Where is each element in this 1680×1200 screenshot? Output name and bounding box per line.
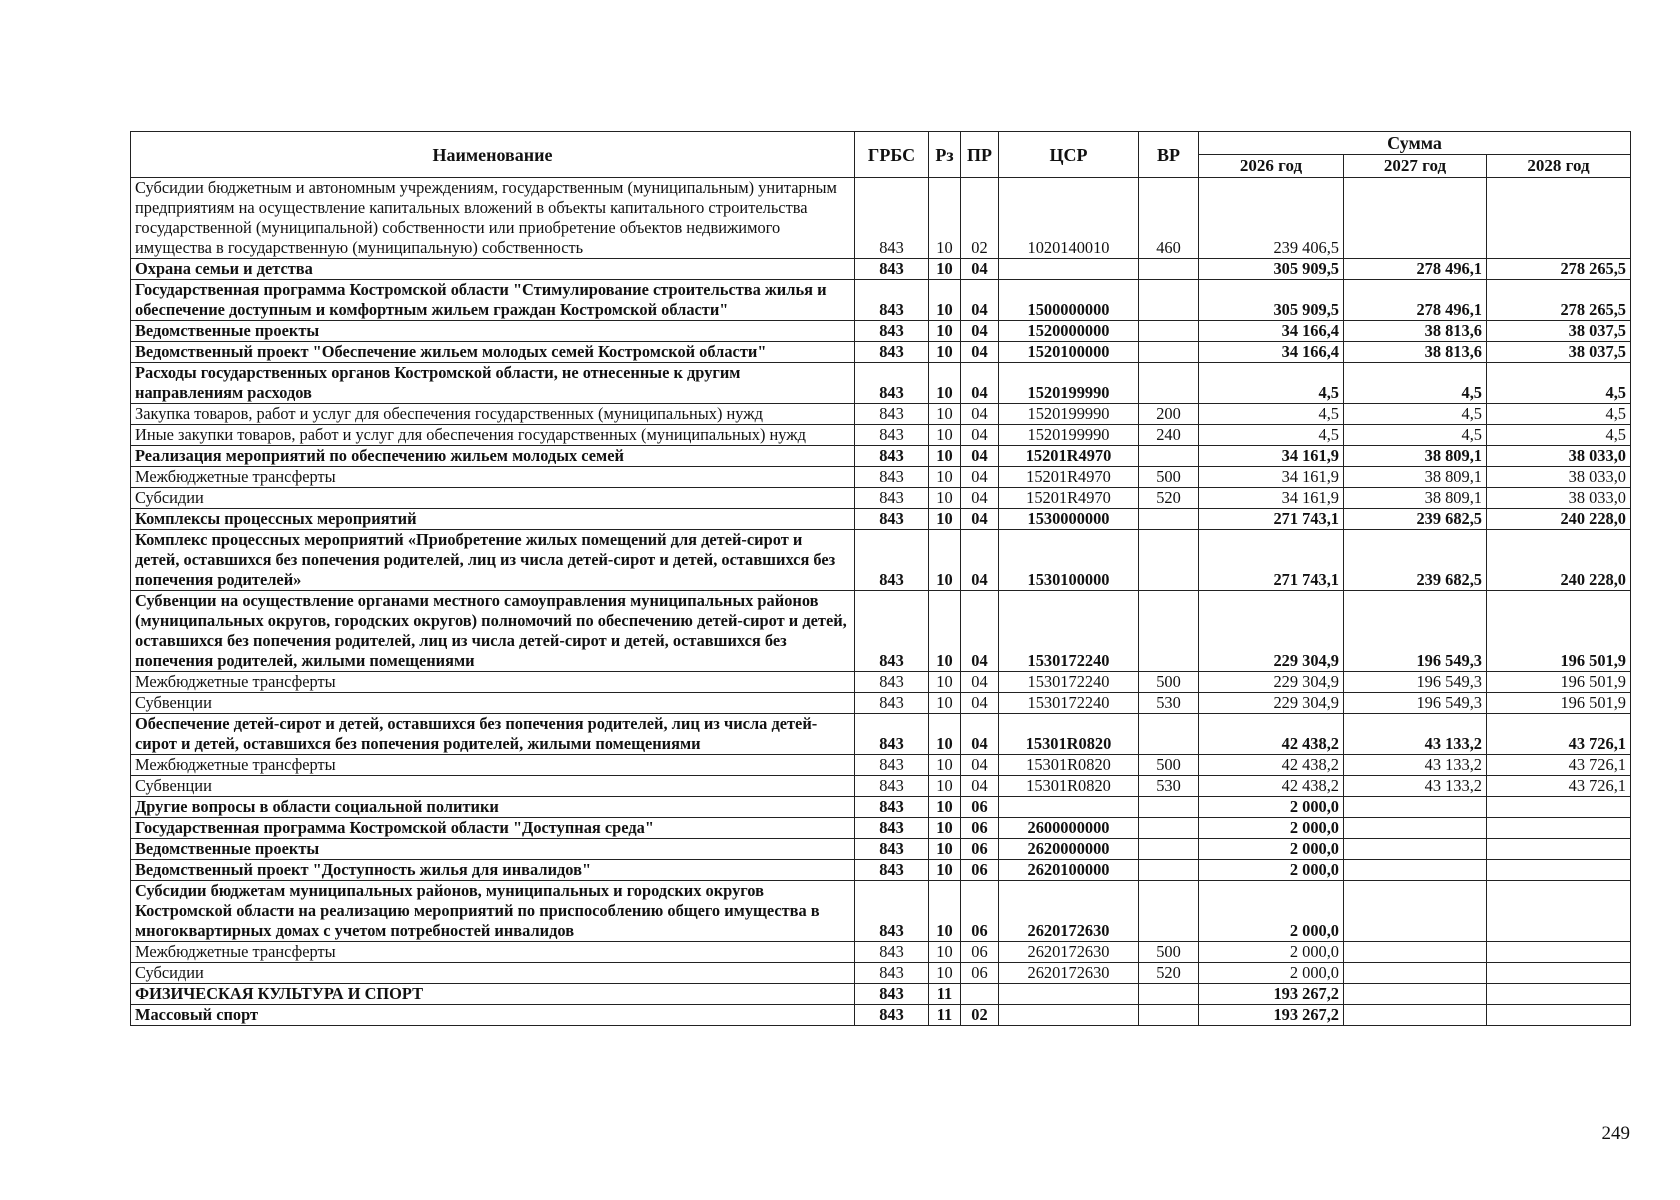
cell-csr: 15301R0820 — [999, 755, 1139, 776]
cell-rz: 10 — [929, 963, 961, 984]
cell-csr: 15301R0820 — [999, 776, 1139, 797]
cell-grbs: 843 — [855, 259, 929, 280]
cell-csr: 15301R0820 — [999, 714, 1139, 755]
cell-csr: 1520199990 — [999, 404, 1139, 425]
cell-pr: 04 — [961, 321, 999, 342]
cell-sum-2027 — [1344, 797, 1487, 818]
cell-rz: 10 — [929, 342, 961, 363]
table-row — [131, 963, 1631, 984]
cell-rz: 10 — [929, 714, 961, 755]
cell-sum-2028 — [1487, 860, 1631, 881]
cell-sum-2028 — [1487, 942, 1631, 963]
table-row — [131, 425, 1631, 446]
cell-grbs: 843 — [855, 860, 929, 881]
cell-sum-2026: 193 267,2 — [1199, 1005, 1344, 1026]
cell-name: Субсидии — [131, 963, 855, 984]
cell-sum-2028 — [1487, 963, 1631, 984]
cell-sum-2027 — [1344, 942, 1487, 963]
cell-rz: 10 — [929, 488, 961, 509]
cell-pr: 04 — [961, 280, 999, 321]
cell-vr: 500 — [1139, 755, 1199, 776]
cell-vr — [1139, 818, 1199, 839]
cell-rz: 10 — [929, 797, 961, 818]
cell-csr: 15201R4970 — [999, 467, 1139, 488]
table-row — [131, 509, 1631, 530]
cell-csr: 1530172240 — [999, 672, 1139, 693]
cell-grbs: 843 — [855, 672, 929, 693]
cell-rz: 10 — [929, 509, 961, 530]
cell-sum-2027 — [1344, 178, 1487, 259]
cell-vr — [1139, 591, 1199, 672]
table-row — [131, 714, 1631, 755]
cell-grbs: 843 — [855, 530, 929, 591]
cell-csr: 2620000000 — [999, 839, 1139, 860]
cell-grbs: 843 — [855, 363, 929, 404]
table-row — [131, 591, 1631, 672]
cell-sum-2028 — [1487, 984, 1631, 1005]
cell-grbs: 843 — [855, 591, 929, 672]
cell-sum-2027: 43 133,2 — [1344, 776, 1487, 797]
cell-sum-2028: 38 033,0 — [1487, 467, 1631, 488]
cell-csr: 1530172240 — [999, 591, 1139, 672]
cell-name: Ведомственные проекты — [131, 321, 855, 342]
cell-sum-2027: 239 682,5 — [1344, 509, 1487, 530]
cell-rz: 10 — [929, 280, 961, 321]
cell-sum-2027: 38 809,1 — [1344, 446, 1487, 467]
cell-sum-2026: 34 161,9 — [1199, 446, 1344, 467]
cell-pr: 04 — [961, 714, 999, 755]
cell-vr — [1139, 1005, 1199, 1026]
cell-sum-2028: 38 037,5 — [1487, 342, 1631, 363]
cell-grbs: 843 — [855, 714, 929, 755]
cell-csr: 2600000000 — [999, 818, 1139, 839]
cell-sum-2028: 196 501,9 — [1487, 693, 1631, 714]
cell-sum-2026: 42 438,2 — [1199, 714, 1344, 755]
cell-sum-2028: 240 228,0 — [1487, 509, 1631, 530]
cell-name: Межбюджетные трансферты — [131, 942, 855, 963]
cell-vr: 530 — [1139, 693, 1199, 714]
cell-rz: 10 — [929, 818, 961, 839]
table-row — [131, 280, 1631, 321]
cell-sum-2028: 43 726,1 — [1487, 776, 1631, 797]
cell-sum-2027: 4,5 — [1344, 404, 1487, 425]
cell-rz: 11 — [929, 1005, 961, 1026]
cell-vr — [1139, 860, 1199, 881]
cell-pr: 04 — [961, 404, 999, 425]
table-row — [131, 942, 1631, 963]
cell-csr: 1520199990 — [999, 363, 1139, 404]
cell-name: Государственная программа Костромской области "Доступная среда" — [131, 818, 855, 839]
cell-name: Субвенции — [131, 693, 855, 714]
cell-grbs: 843 — [855, 178, 929, 259]
cell-sum-2028: 43 726,1 — [1487, 755, 1631, 776]
cell-sum-2027 — [1344, 839, 1487, 860]
header-grbs: ГРБС — [855, 132, 929, 178]
cell-sum-2026: 2 000,0 — [1199, 860, 1344, 881]
budget-sheet — [130, 131, 1630, 1026]
cell-vr — [1139, 321, 1199, 342]
cell-sum-2027: 38 809,1 — [1344, 488, 1487, 509]
table-row — [131, 321, 1631, 342]
cell-csr: 1020140010 — [999, 178, 1139, 259]
cell-csr: 1520199990 — [999, 425, 1139, 446]
header-rz: Рз — [929, 132, 961, 178]
cell-csr — [999, 1005, 1139, 1026]
table-row — [131, 467, 1631, 488]
cell-sum-2027 — [1344, 984, 1487, 1005]
cell-sum-2027: 4,5 — [1344, 425, 1487, 446]
cell-vr — [1139, 446, 1199, 467]
cell-sum-2027 — [1344, 818, 1487, 839]
cell-grbs: 843 — [855, 693, 929, 714]
cell-csr: 1500000000 — [999, 280, 1139, 321]
cell-csr — [999, 797, 1139, 818]
cell-name: Ведомственный проект "Доступность жилья для инвалидов" — [131, 860, 855, 881]
cell-sum-2028 — [1487, 839, 1631, 860]
cell-name: Массовый спорт — [131, 1005, 855, 1026]
cell-name: Реализация мероприятий по обеспечению жильем молодых семей — [131, 446, 855, 467]
cell-pr: 04 — [961, 530, 999, 591]
cell-rz: 10 — [929, 178, 961, 259]
cell-sum-2026: 193 267,2 — [1199, 984, 1344, 1005]
cell-sum-2028: 4,5 — [1487, 404, 1631, 425]
cell-vr — [1139, 259, 1199, 280]
cell-csr: 1520100000 — [999, 342, 1139, 363]
cell-pr: 06 — [961, 818, 999, 839]
cell-vr — [1139, 714, 1199, 755]
cell-grbs: 843 — [855, 881, 929, 942]
cell-rz: 10 — [929, 321, 961, 342]
cell-sum-2026: 2 000,0 — [1199, 881, 1344, 942]
cell-vr — [1139, 984, 1199, 1005]
cell-name: Субвенции — [131, 776, 855, 797]
cell-rz: 10 — [929, 259, 961, 280]
cell-sum-2028 — [1487, 1005, 1631, 1026]
cell-rz: 10 — [929, 942, 961, 963]
cell-csr: 1530000000 — [999, 509, 1139, 530]
cell-sum-2027: 43 133,2 — [1344, 714, 1487, 755]
cell-sum-2027: 196 549,3 — [1344, 672, 1487, 693]
cell-sum-2026: 2 000,0 — [1199, 942, 1344, 963]
cell-pr: 06 — [961, 942, 999, 963]
cell-sum-2028 — [1487, 818, 1631, 839]
cell-sum-2028 — [1487, 178, 1631, 259]
cell-rz: 10 — [929, 363, 961, 404]
cell-sum-2026: 34 161,9 — [1199, 488, 1344, 509]
cell-name: Комплексы процессных мероприятий — [131, 509, 855, 530]
cell-sum-2026: 34 161,9 — [1199, 467, 1344, 488]
cell-sum-2026: 229 304,9 — [1199, 672, 1344, 693]
table-row — [131, 446, 1631, 467]
table-row — [131, 818, 1631, 839]
cell-pr: 04 — [961, 672, 999, 693]
cell-sum-2026: 2 000,0 — [1199, 839, 1344, 860]
cell-name: Межбюджетные трансферты — [131, 755, 855, 776]
cell-vr: 240 — [1139, 425, 1199, 446]
cell-rz: 10 — [929, 881, 961, 942]
cell-sum-2027 — [1344, 860, 1487, 881]
cell-sum-2028: 196 501,9 — [1487, 591, 1631, 672]
cell-name: Иные закупки товаров, работ и услуг для обеспечения государственных (муниципальных) нужд — [131, 425, 855, 446]
cell-name: Расходы государственных органов Костромской области, не отнесенные к другим направлениям расходов — [131, 363, 855, 404]
cell-name: Комплекс процессных мероприятий «Приобретение жилых помещений для детей-сирот и детей, оставшихся без попечения родителей, лиц из числа детей-сирот и детей, оставшихся без попечения родителей» — [131, 530, 855, 591]
table-row — [131, 178, 1631, 259]
cell-pr: 06 — [961, 860, 999, 881]
cell-csr: 1530172240 — [999, 693, 1139, 714]
header-csr: ЦСР — [999, 132, 1139, 178]
cell-grbs: 843 — [855, 488, 929, 509]
cell-sum-2026: 239 406,5 — [1199, 178, 1344, 259]
cell-vr: 500 — [1139, 672, 1199, 693]
cell-rz: 10 — [929, 860, 961, 881]
cell-rz: 10 — [929, 776, 961, 797]
cell-vr: 530 — [1139, 776, 1199, 797]
cell-sum-2028 — [1487, 881, 1631, 942]
cell-sum-2028: 278 265,5 — [1487, 259, 1631, 280]
cell-sum-2028: 240 228,0 — [1487, 530, 1631, 591]
header-name: Наименование — [131, 132, 855, 178]
header-year-2026: 2026 год — [1199, 155, 1344, 178]
cell-name: Межбюджетные трансферты — [131, 467, 855, 488]
cell-pr: 04 — [961, 363, 999, 404]
table-row — [131, 342, 1631, 363]
cell-sum-2028: 196 501,9 — [1487, 672, 1631, 693]
cell-pr: 02 — [961, 178, 999, 259]
cell-vr: 500 — [1139, 467, 1199, 488]
cell-pr: 04 — [961, 488, 999, 509]
header-year-2028: 2028 год — [1487, 155, 1631, 178]
page-number: 249 — [1601, 1123, 1630, 1144]
cell-name: Другие вопросы в области социальной политики — [131, 797, 855, 818]
cell-grbs: 843 — [855, 963, 929, 984]
cell-pr: 04 — [961, 259, 999, 280]
cell-vr: 200 — [1139, 404, 1199, 425]
cell-sum-2026: 2 000,0 — [1199, 963, 1344, 984]
cell-sum-2026: 4,5 — [1199, 363, 1344, 404]
cell-grbs: 843 — [855, 942, 929, 963]
header-pr: ПР — [961, 132, 999, 178]
cell-sum-2027: 239 682,5 — [1344, 530, 1487, 591]
cell-sum-2028: 38 033,0 — [1487, 488, 1631, 509]
cell-name: Ведомственный проект "Обеспечение жильем молодых семей Костромской области" — [131, 342, 855, 363]
cell-name: Охрана семьи и детства — [131, 259, 855, 280]
cell-pr: 06 — [961, 797, 999, 818]
cell-pr: 04 — [961, 509, 999, 530]
cell-vr: 520 — [1139, 488, 1199, 509]
header-row-top — [131, 132, 1631, 155]
cell-sum-2026: 305 909,5 — [1199, 280, 1344, 321]
cell-rz: 10 — [929, 672, 961, 693]
table-body — [131, 178, 1631, 1026]
cell-sum-2028: 43 726,1 — [1487, 714, 1631, 755]
table-row — [131, 797, 1631, 818]
cell-grbs: 843 — [855, 342, 929, 363]
table-row — [131, 860, 1631, 881]
cell-sum-2026: 271 743,1 — [1199, 509, 1344, 530]
cell-sum-2028: 38 033,0 — [1487, 446, 1631, 467]
cell-sum-2026: 229 304,9 — [1199, 693, 1344, 714]
cell-sum-2027: 43 133,2 — [1344, 755, 1487, 776]
cell-vr — [1139, 839, 1199, 860]
table-row — [131, 881, 1631, 942]
table-row — [131, 755, 1631, 776]
cell-sum-2028: 278 265,5 — [1487, 280, 1631, 321]
cell-sum-2028 — [1487, 797, 1631, 818]
table-row — [131, 530, 1631, 591]
cell-grbs: 843 — [855, 984, 929, 1005]
cell-pr: 04 — [961, 776, 999, 797]
cell-pr: 06 — [961, 881, 999, 942]
cell-csr: 2620100000 — [999, 860, 1139, 881]
cell-vr — [1139, 881, 1199, 942]
cell-name: Субсидии бюджетным и автономным учреждениям, государственным (муниципальным) унитарным предприятиям на осуществление капитальных вложений в объекты капитального строительства государственной (муниципальной) собственности или приобретение объектов недвижимого имущества в государственную (муниципальную) собственность — [131, 178, 855, 259]
cell-sum-2026: 2 000,0 — [1199, 797, 1344, 818]
cell-rz: 10 — [929, 467, 961, 488]
cell-pr: 04 — [961, 425, 999, 446]
cell-grbs: 843 — [855, 446, 929, 467]
cell-rz: 11 — [929, 984, 961, 1005]
cell-rz: 10 — [929, 755, 961, 776]
cell-sum-2028: 38 037,5 — [1487, 321, 1631, 342]
cell-csr: 1530100000 — [999, 530, 1139, 591]
cell-rz: 10 — [929, 530, 961, 591]
cell-vr: 460 — [1139, 178, 1199, 259]
cell-name: Субвенции на осуществление органами местного самоуправления муниципальных районов (муниципальных округов, городских округов) полномочий по обеспечению детей-сирот и детей, оставшихся без попечения родителей, лиц из числа детей-сирот и детей, оставшихся без попечения родителей, жилыми помещениями — [131, 591, 855, 672]
cell-csr — [999, 259, 1139, 280]
cell-grbs: 843 — [855, 818, 929, 839]
cell-grbs: 843 — [855, 321, 929, 342]
cell-rz: 10 — [929, 404, 961, 425]
budget-table — [130, 131, 1631, 1026]
cell-rz: 10 — [929, 839, 961, 860]
cell-pr: 04 — [961, 693, 999, 714]
cell-rz: 10 — [929, 425, 961, 446]
cell-grbs: 843 — [855, 776, 929, 797]
table-row — [131, 776, 1631, 797]
cell-grbs: 843 — [855, 755, 929, 776]
cell-csr: 2620172630 — [999, 881, 1139, 942]
cell-name: Закупка товаров, работ и услуг для обеспечения государственных (муниципальных) нужд — [131, 404, 855, 425]
cell-pr: 04 — [961, 755, 999, 776]
table-row — [131, 984, 1631, 1005]
cell-sum-2027: 38 813,6 — [1344, 321, 1487, 342]
cell-sum-2027: 278 496,1 — [1344, 280, 1487, 321]
cell-sum-2026: 229 304,9 — [1199, 591, 1344, 672]
cell-sum-2028: 4,5 — [1487, 425, 1631, 446]
cell-sum-2027: 38 813,6 — [1344, 342, 1487, 363]
cell-vr — [1139, 280, 1199, 321]
cell-vr — [1139, 530, 1199, 591]
cell-sum-2027: 196 549,3 — [1344, 591, 1487, 672]
cell-sum-2027: 278 496,1 — [1344, 259, 1487, 280]
cell-grbs: 843 — [855, 797, 929, 818]
cell-grbs: 843 — [855, 425, 929, 446]
header-vr: ВР — [1139, 132, 1199, 178]
cell-name: Обеспечение детей-сирот и детей, оставшихся без попечения родителей, лиц из числа детей-сирот и детей, оставшихся без попечения родителей, жилыми помещениями — [131, 714, 855, 755]
cell-pr: 06 — [961, 963, 999, 984]
table-row — [131, 1005, 1631, 1026]
cell-pr: 04 — [961, 342, 999, 363]
cell-sum-2026: 42 438,2 — [1199, 776, 1344, 797]
table-row — [131, 839, 1631, 860]
cell-rz: 10 — [929, 446, 961, 467]
header-sum: Сумма — [1199, 132, 1631, 155]
cell-csr: 15201R4970 — [999, 446, 1139, 467]
table-row — [131, 404, 1631, 425]
cell-pr: 06 — [961, 839, 999, 860]
cell-sum-2026: 271 743,1 — [1199, 530, 1344, 591]
cell-sum-2027 — [1344, 1005, 1487, 1026]
cell-grbs: 843 — [855, 509, 929, 530]
table-header — [131, 132, 1631, 178]
cell-sum-2026: 42 438,2 — [1199, 755, 1344, 776]
cell-vr — [1139, 363, 1199, 404]
cell-vr — [1139, 797, 1199, 818]
cell-pr: 04 — [961, 467, 999, 488]
cell-sum-2027: 4,5 — [1344, 363, 1487, 404]
cell-grbs: 843 — [855, 467, 929, 488]
cell-vr: 520 — [1139, 963, 1199, 984]
cell-sum-2027: 38 809,1 — [1344, 467, 1487, 488]
cell-sum-2026: 34 166,4 — [1199, 321, 1344, 342]
cell-sum-2027 — [1344, 963, 1487, 984]
table-row — [131, 693, 1631, 714]
cell-csr — [999, 984, 1139, 1005]
cell-sum-2026: 4,5 — [1199, 425, 1344, 446]
cell-rz: 10 — [929, 591, 961, 672]
cell-csr: 2620172630 — [999, 942, 1139, 963]
cell-name: Субсидии бюджетам муниципальных районов, муниципальных и городских округов Костромской области на реализацию мероприятий по приспособлению общего имущества в многоквартирных домах с учетом потребностей инвалидов — [131, 881, 855, 942]
cell-pr: 04 — [961, 446, 999, 467]
cell-vr: 500 — [1139, 942, 1199, 963]
cell-pr: 02 — [961, 1005, 999, 1026]
cell-sum-2026: 2 000,0 — [1199, 818, 1344, 839]
cell-sum-2028: 4,5 — [1487, 363, 1631, 404]
cell-name: Субсидии — [131, 488, 855, 509]
table-row — [131, 672, 1631, 693]
cell-csr: 1520000000 — [999, 321, 1139, 342]
cell-grbs: 843 — [855, 280, 929, 321]
cell-vr — [1139, 342, 1199, 363]
cell-grbs: 843 — [855, 839, 929, 860]
table-row — [131, 259, 1631, 280]
table-row — [131, 488, 1631, 509]
header-year-2027: 2027 год — [1344, 155, 1487, 178]
cell-csr: 2620172630 — [999, 963, 1139, 984]
table-row — [131, 363, 1631, 404]
cell-name: Ведомственные проекты — [131, 839, 855, 860]
cell-name: ФИЗИЧЕСКАЯ КУЛЬТУРА И СПОРТ — [131, 984, 855, 1005]
cell-sum-2026: 305 909,5 — [1199, 259, 1344, 280]
cell-pr — [961, 984, 999, 1005]
cell-sum-2026: 4,5 — [1199, 404, 1344, 425]
cell-rz: 10 — [929, 693, 961, 714]
cell-pr: 04 — [961, 591, 999, 672]
cell-name: Межбюджетные трансферты — [131, 672, 855, 693]
cell-sum-2027 — [1344, 881, 1487, 942]
cell-grbs: 843 — [855, 404, 929, 425]
cell-vr — [1139, 509, 1199, 530]
cell-grbs: 843 — [855, 1005, 929, 1026]
cell-csr: 15201R4970 — [999, 488, 1139, 509]
cell-sum-2026: 34 166,4 — [1199, 342, 1344, 363]
cell-sum-2027: 196 549,3 — [1344, 693, 1487, 714]
cell-name: Государственная программа Костромской области "Стимулирование строительства жилья и обеспечение доступным и комфортным жильем граждан Костромской области" — [131, 280, 855, 321]
